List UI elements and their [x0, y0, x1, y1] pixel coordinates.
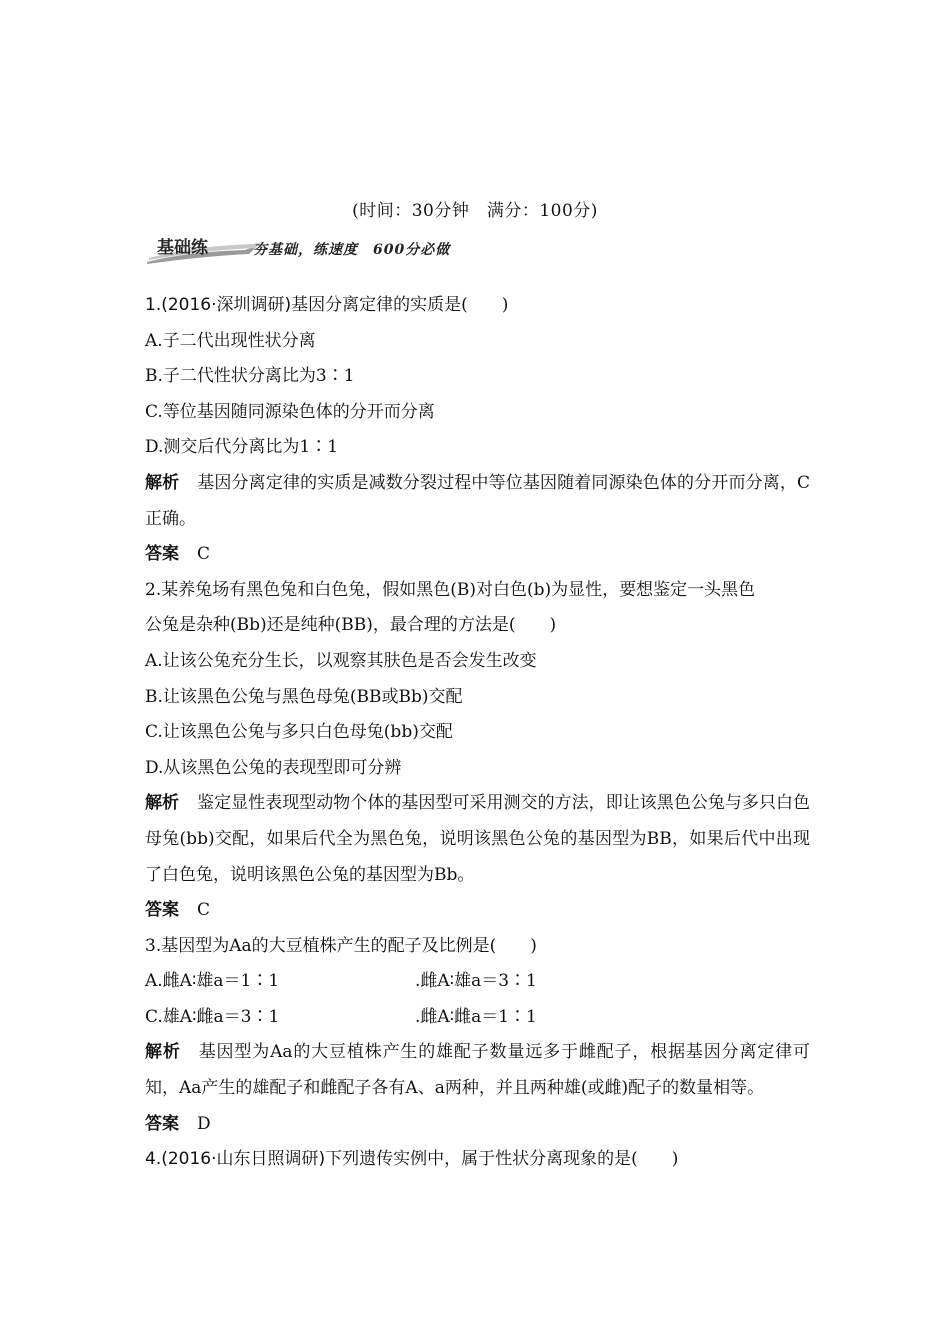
- q3-answer: [145, 1107, 810, 1143]
- analysis-label: 解析: [145, 793, 180, 814]
- banner-title: 基础练: [157, 238, 208, 258]
- q2-option-b: B.让该黑色公兔与黑色母兔(BB或Bb)交配: [145, 686, 463, 707]
- analysis-label: 解析: [145, 472, 180, 493]
- q2-analysis-text: 鉴定显性表现型动物个体的基因型可采用测交的方法，即让该黑色公兔与多只白色母兔(bb)交配，如果后代全为黑色兔，说明该黑色公兔的基因型为BB，如果后代中出现了白色兔，说明该黑色公兔的基因型为Bb。: [145, 793, 811, 885]
- q2-answer: [145, 893, 810, 929]
- answer-label: 答案: [145, 1113, 179, 1134]
- q4-source: 4.(2016·山东日照调研): [145, 1149, 326, 1170]
- q3-analysis-text: 基因型为Aa的大豆植株产生的雄配子数量远多于雌配子，根据基因分离定律可知，Aa产生的雄配子和雌配子各有A、a两种，并且两种雄(或雌)配子的数量相等。: [145, 1042, 811, 1099]
- q1-stem: [145, 288, 810, 324]
- q1-source: 1.(2016·深圳调研): [145, 295, 292, 315]
- q3-stem: 3.基因型为Aa的大豆植株产生的配子及比例是( ): [145, 935, 537, 956]
- q2-stem-line1: 2.某养兔场有黑色兔和白色兔，假如黑色(B)对白色(b)为显性，要想鉴定一头黑色: [145, 579, 756, 600]
- analysis-label: 解析: [145, 1042, 181, 1063]
- q1-option-a: A.子二代出现性状分离: [145, 330, 316, 351]
- answer-label: 答案: [145, 544, 179, 565]
- q3-option-d: .雌A∶雌a＝1∶1: [415, 1006, 537, 1027]
- q3-options-row2: [145, 1000, 810, 1036]
- question-content: [145, 288, 810, 1178]
- q1-analysis-text: 基因分离定律的实质是减数分裂过程中等位基因随着同源染色体的分开而分离，C正确。: [145, 472, 811, 529]
- q1-option-d: D.测交后代分离比为1∶1: [145, 437, 339, 458]
- q4-stem: [145, 1142, 810, 1178]
- q1-answer: [145, 537, 810, 573]
- q1-option-c: C.等位基因随同源染色体的分开而分离: [145, 401, 435, 422]
- section-banner: [145, 230, 505, 266]
- q1-analysis: [145, 466, 810, 537]
- q3-option-c: C.雄A∶雌a＝3∶1: [145, 1006, 280, 1027]
- q2-analysis: [145, 786, 810, 893]
- q3-analysis: [145, 1035, 810, 1106]
- q4-stem-text: 下列遗传实例中，属于性状分离现象的是( ): [325, 1149, 679, 1170]
- q1-option-b: B.子二代性状分离比为3∶1: [145, 366, 355, 387]
- q1-answer-value: C: [197, 544, 211, 565]
- answer-label: 答案: [145, 900, 179, 921]
- time-score-header: (时间：30分钟 满分：100分): [352, 201, 598, 221]
- q3-options-row1: [145, 964, 810, 1000]
- q2-option-d: D.从该黑色公兔的表现型即可分辨: [145, 757, 402, 778]
- q3-answer-value: D: [197, 1113, 211, 1134]
- q2-option-a: A.让该公兔充分生长，以观察其肤色是否会发生改变: [145, 650, 537, 671]
- q2-answer-value: C: [197, 900, 211, 921]
- q3-option-a: A.雌A∶雄a＝1∶1: [145, 971, 280, 992]
- q1-stem-text: 基因分离定律的实质是( ): [291, 295, 509, 315]
- q2-stem-line2: 公兔是杂种(Bb)还是纯种(BB)，最合理的方法是( ): [145, 615, 557, 636]
- q2-option-c: C.让该黑色公兔与多只白色母兔(bb)交配: [145, 722, 453, 743]
- banner-subtitle: 夯基础，练速度 600分必做: [253, 242, 451, 258]
- q3-option-b: .雌A∶雄a＝3∶1: [415, 971, 537, 992]
